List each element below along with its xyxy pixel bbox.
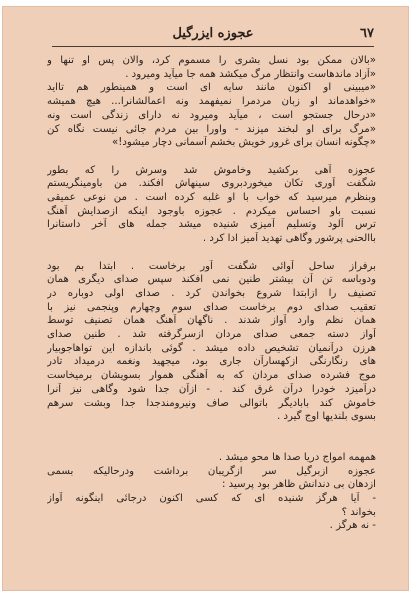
paragraph-gap (47, 246, 376, 260)
text-line: - آیا هرگز شنیده ای که کسی اکنون درجائی اینگونه آواز (47, 493, 376, 505)
text-line: درآمیزد خودرا درآن غرق کند . - ازآن جدا شود وگاهی نیز آنرا (47, 383, 376, 395)
text-line: ترس آلود وتسلیم آمیزی شنیده میشد جمله های آخر داستانرا (47, 219, 376, 231)
body-text (47, 54, 376, 533)
text-line: برفراز ساحل آوائی شگفت آور برخاست . ابتدا بم بود (47, 260, 376, 272)
text-line: عجوزه ازبرگیل سر ازگریبان برداشت ودرحالیکه بسمی (47, 465, 376, 477)
text-line: شگفت آوری تکان میخوردبروی سینهاش افکند. من باومینگریستم (47, 178, 376, 190)
text-line: همهمه امواج دریا صدا ها محو میشد . (218, 451, 376, 463)
paragraph-gap (47, 424, 376, 451)
text-line: بخواند ؟ (341, 506, 376, 518)
paragraph-1 (47, 54, 376, 150)
text-line: همان نظم وارد آواز شدند . ناگهان آهنگ همان تصنیف توسط (47, 315, 376, 327)
paragraph-gap (47, 150, 376, 164)
text-line: «مرگ برای او لبخند میزند - واورا بین مردم جائی نیست نگاه کن (47, 123, 376, 135)
paragraph-2 (47, 164, 376, 246)
text-line: باالحنی پرشور وگاهی تهدید آمیز ادا کرد . (202, 233, 376, 245)
running-title: عجوزه ایزرگیل (172, 26, 254, 41)
text-line: وبنظرم میرسید که خواب با او غلبه کرده است . من نوعی عمیقی (47, 192, 376, 204)
text-line: نسبت باو احساس میکردم . عجوزه باوجود اینکه ازصدایش آهنگ (47, 205, 376, 217)
text-line: ازدهان بی دندانش ظاهر بود پرسید : (221, 479, 376, 491)
text-line: - نه هرگز . (329, 520, 376, 532)
text-line: «بالان ممکن بود نسل بشری را مسموم کرد، والان پس او تنها و (47, 55, 376, 66)
text-line: «آزاد ماندهاست وانتظار مرگ میکشد همه جا میآید ومیرود . (125, 68, 376, 80)
text-line: موج فشرده صدای مردان که به آهنگی هموار بسویشان برمیخاست (47, 370, 376, 382)
page-number: ٦٧ (360, 26, 374, 41)
text-line: خاموش کند بابادیگر باتوالی صاف ونیرومندجدا جدا وبشت سرهم (47, 397, 376, 409)
paragraph-3 (47, 260, 376, 424)
text-line: «خواهدماند او زبان مردمرا نمیفهمد ونه اعمالشانرا... هیچ همیشه (47, 96, 376, 108)
text-line: تعقیب صدای دوم برخاست صدای سوم وچهارم وپنجمی نیز با (47, 301, 376, 313)
text-line: های رنگارنگی ازکهسارآن جاری بود، میجهید ونغمه درمیداد تادر (47, 356, 376, 368)
text-line: «چگونه انسان برای غرور خویش بخشم آسمانی دچار میشود!» (112, 137, 376, 149)
text-line: هرزن درآنمیان تشخیص داده میشد . گوئی باندازه این تواهاجوبیار (47, 342, 376, 354)
text-line: تصنیف را ازابتدا شروع بخواندن کرد . صدای اولی دوباره در (47, 287, 376, 299)
text-line: عجوزه آهی برکشید وخاموش شد وسرش را که بطور (47, 164, 376, 176)
text-line: «درحال جستجو است ، میآید ومیرود نه دارای زندگی است ونه (47, 109, 376, 121)
paragraph-4 (47, 451, 376, 533)
text-line: بسوی بلندیها اوج گیرد . (276, 411, 376, 423)
page-header (52, 26, 374, 48)
text-line: آواز دسته جمعی صدای مردان ازسرگرفته شد . طنین صدای (47, 329, 376, 341)
header-rule (52, 46, 374, 47)
text-line: «میبینی او اکنون مانند سایه ای است و همینطور هم تااید (47, 82, 376, 94)
text-line: ودوباسه تن آن بیشتر طنین نمی افکند سپس صدای دیگری همان (47, 274, 376, 286)
book-page (2, 6, 409, 591)
